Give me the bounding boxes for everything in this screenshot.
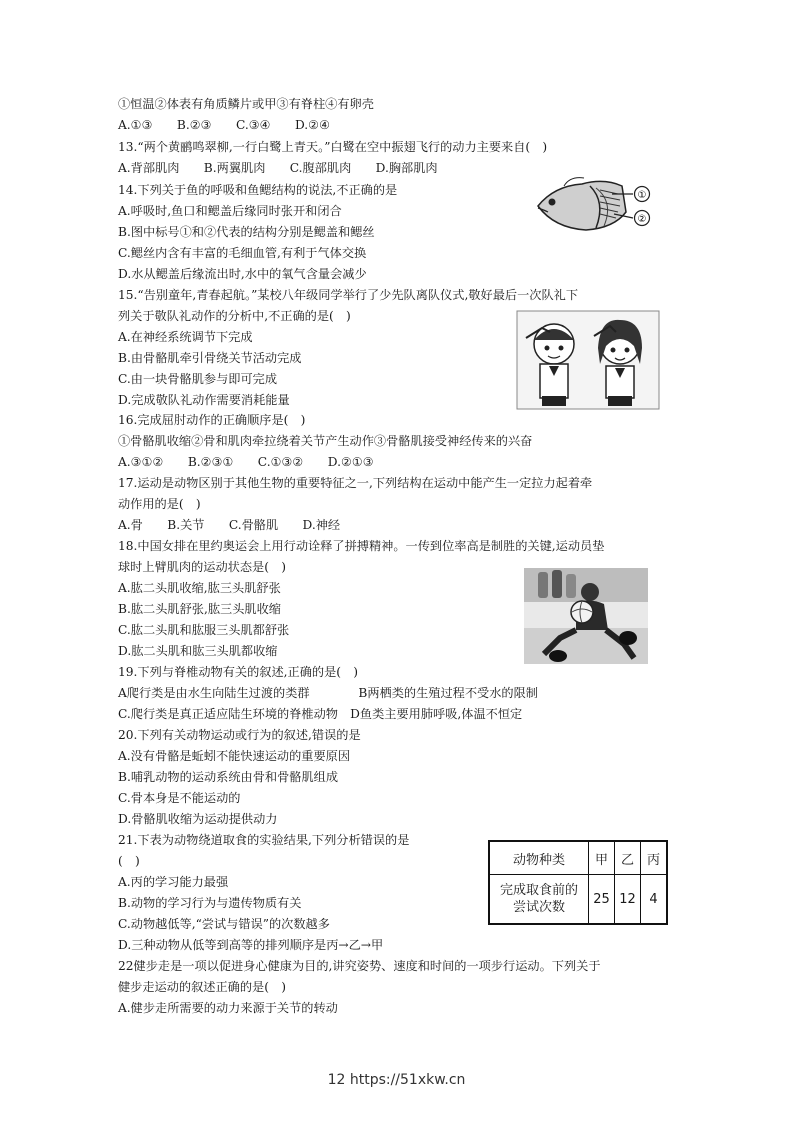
text-line: D.三种动物从低等到高等的排列顺序是丙→乙→甲: [118, 938, 384, 952]
text-line: 20.下列有关动物运动或行为的叙述,错误的是: [118, 728, 361, 742]
animal-detour-table: [488, 840, 668, 925]
text-line: A爬行类是由水生向陆生过渡的类群 B两栖类的生殖过程不受水的限制: [118, 686, 538, 700]
text-line: A.①③ B.②③ C.③④ D.②④: [118, 118, 331, 132]
text-line: C.爬行类是真正适应陆生环境的脊椎动物 D鱼类主要用肺呼吸,体温不恒定: [118, 707, 523, 721]
text-line: 动作用的是( ): [118, 497, 201, 511]
table-cell: 25: [589, 875, 615, 925]
fish-label-1: ①: [637, 190, 647, 201]
page-footer: 12 https://51xkw.cn: [327, 1072, 466, 1088]
row-label-line: 尝试次数: [512, 900, 565, 915]
text-line: C.骨本身是不能运动的: [118, 791, 241, 805]
text-line: B.哺乳动物的运动系统由骨和骨骼肌组成: [118, 770, 339, 784]
text-line: 15.“告别童年,青春起航。”某校八年级同学举行了少先队离队仪式,敬好最后一次队礼下: [118, 288, 579, 302]
fish-label-2: ②: [637, 214, 647, 225]
text-line: A.③①② B.②③① C.①③② D.②①③: [118, 455, 374, 469]
text-line: A.在神经系统调节下完成: [118, 330, 253, 344]
table-header-cell: 丙: [641, 841, 668, 875]
text-line: 13.“两个黄鹂鸣翠柳,一行白鹭上青天。”白鹭在空中振翅飞行的动力主要来自( ): [118, 140, 548, 154]
text-line: ( ): [118, 854, 140, 868]
table-cell: 4: [641, 875, 668, 925]
text-line: C.动物越低等,“尝试与错误”的次数越多: [118, 917, 330, 931]
text-line: B.动物的学习行为与遗传物质有关: [118, 896, 302, 910]
text-line: B.由骨骼肌牵引骨绕关节活动完成: [118, 351, 302, 365]
text-line: B.图中标号①和②代表的结构分别是鳃盖和鳃丝: [118, 225, 375, 239]
text-line: D.骨骼肌收缩为运动提供动力: [118, 812, 278, 826]
text-line: A.没有骨骼是蚯蚓不能快速运动的重要原因: [118, 749, 351, 763]
salute-cartoon-figure: [516, 310, 660, 410]
text-line: A.肱二头肌收缩,肱三头肌舒张: [118, 581, 281, 595]
table-header-cell: 甲: [589, 841, 615, 875]
text-line: 健步走运动的叙述正确的是( ): [118, 980, 286, 994]
text-line: ①骨骼肌收缩②骨和肌肉牵拉绕着关节产生动作③骨骼肌接受神经传来的兴奋: [118, 434, 533, 448]
text-line: D.肱二头肌和肱三头肌都收缩: [118, 644, 278, 658]
text-line: 列关于敬队礼动作的分析中,不正确的是( ): [118, 309, 351, 323]
table-header-cell: 动物种类: [489, 841, 589, 875]
text-line: 16.完成屈肘动作的正确顺序是( ): [118, 413, 306, 427]
text-line: 22健步走是一项以促进身心健康为目的,讲究姿势、速度和时间的一项步行运动。下列关于: [118, 959, 601, 973]
text-line: 17.运动是动物区别于其他生物的重要特征之一,下列结构在运动中能产生一定拉力起着牵: [118, 476, 593, 490]
text-line: C.由一块骨骼肌参与即可完成: [118, 372, 278, 386]
text-line: B.肱二头肌舒张,肱三头肌收缩: [118, 602, 281, 616]
table-header-cell: 乙: [615, 841, 641, 875]
text-line: 21.下表为动物绕道取食的实验结果,下列分析错误的是: [118, 833, 410, 847]
table-cell: 12: [615, 875, 641, 925]
table-row: [489, 841, 667, 875]
text-line: A.骨 B.关节 C.骨骼肌 D.神经: [118, 518, 341, 532]
text-line: ①恒温②体表有角质鳞片或甲③有脊柱④有卵壳: [118, 97, 374, 111]
text-line: A.丙的学习能力最强: [118, 875, 229, 889]
fish-gill-figure: [534, 172, 656, 240]
text-line: D.水从鳃盖后缘流出时,水中的氧气含量会减少: [118, 267, 367, 281]
text-line: A.健步走所需要的动力来源于关节的转动: [118, 1001, 338, 1015]
text-line: D.完成敬队礼动作需要消耗能量: [118, 393, 290, 407]
text-line: 14.下列关于鱼的呼吸和鱼鳃结构的说法,不正确的是: [118, 183, 398, 197]
text-line: C.肱二头肌和肱服三头肌都舒张: [118, 623, 290, 637]
text-line: 19.下列与脊椎动物有关的叙述,正确的是( ): [118, 665, 358, 679]
table-row: [489, 875, 667, 925]
text-line: C.鳃丝内含有丰富的毛细血管,有利于气体交换: [118, 246, 367, 260]
text-line: A.呼吸时,鱼口和鳃盖后缘同时张开和闭合: [118, 204, 342, 218]
text-line: A.背部肌肉 B.两翼肌肉 C.腹部肌肉 D.胸部肌肉: [118, 161, 438, 175]
text-line: 球时上臂肌肉的运动状态是( ): [118, 560, 286, 574]
row-label-line: 完成取食前的: [499, 883, 578, 898]
text-line: 18.中国女排在里约奥运会上用行动诠释了拼搏精神。一传到位率高是制胜的关键,运动员垫: [118, 539, 605, 553]
volleyball-player-photo: [524, 568, 648, 664]
table-row-label: [489, 875, 589, 925]
